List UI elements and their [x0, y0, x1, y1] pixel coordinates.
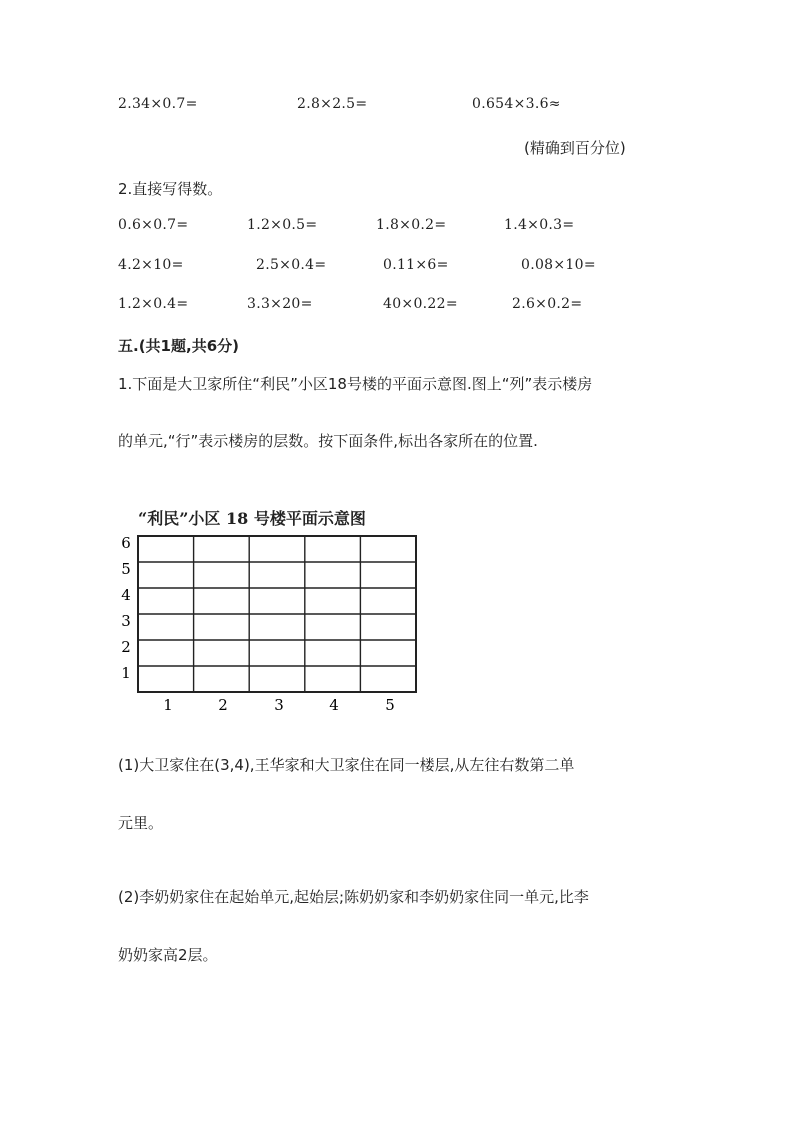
- figure-title: “利民”小区 18 号楼平面示意图: [138, 509, 366, 528]
- condition2-line1: (2)李奶奶家住在起始单元,起始层;陈奶奶家和李奶奶家住同一单元,比李: [118, 888, 589, 906]
- direct-2-3: 0.11×6=: [383, 257, 449, 273]
- condition1-line2: 元里。: [118, 814, 164, 832]
- col-label-3: 3: [274, 696, 284, 714]
- exercise-1a: 2.34×0.7=: [118, 96, 198, 112]
- direct-1-3: 1.8×0.2=: [376, 217, 447, 233]
- row-label-5: 5: [121, 560, 131, 578]
- direct-2-4: 0.08×10=: [521, 257, 596, 273]
- row-label-3: 3: [121, 612, 131, 630]
- direct-1-2: 1.2×0.5=: [247, 217, 318, 233]
- condition1-line1: (1)大卫家住在(3,4),王华家和大卫家住在同一楼层,从左往右数第二单: [118, 756, 575, 774]
- direct-3-3: 40×0.22=: [383, 296, 458, 312]
- row-label-2: 2: [121, 638, 131, 656]
- condition2-line2: 奶奶家高2层。: [118, 946, 218, 964]
- direct-2-2: 2.5×0.4=: [256, 257, 327, 273]
- problem1-line1: 1.下面是大卫家所住“利民”小区18号楼的平面示意图.图上“列”表示楼房: [118, 375, 593, 393]
- direct-2-1: 4.2×10=: [118, 257, 184, 273]
- problem1-line2: 的单元,“行”表示楼房的层数。按下面条件,标出各家所在的位置.: [118, 432, 538, 450]
- col-label-2: 2: [218, 696, 228, 714]
- row-label-6: 6: [121, 534, 131, 552]
- precision-note: (精确到百分位): [524, 139, 626, 157]
- section5-heading: 五.(共1题,共6分): [118, 337, 239, 355]
- row-label-4: 4: [121, 586, 131, 604]
- col-label-1: 1: [163, 696, 173, 714]
- col-label-4: 4: [329, 696, 339, 714]
- exercise-1b: 2.8×2.5=: [297, 96, 368, 112]
- floor-plan-grid: [110, 528, 430, 718]
- row-label-1: 1: [121, 664, 131, 682]
- direct-1-4: 1.4×0.3=: [504, 217, 575, 233]
- direct-3-2: 3.3×20=: [247, 296, 313, 312]
- col-label-5: 5: [385, 696, 395, 714]
- q2-heading: 2.直接写得数。: [118, 180, 223, 198]
- direct-1-1: 0.6×0.7=: [118, 217, 189, 233]
- direct-3-4: 2.6×0.2=: [512, 296, 583, 312]
- exercise-1c: 0.654×3.6≈: [472, 96, 561, 112]
- direct-3-1: 1.2×0.4=: [118, 296, 189, 312]
